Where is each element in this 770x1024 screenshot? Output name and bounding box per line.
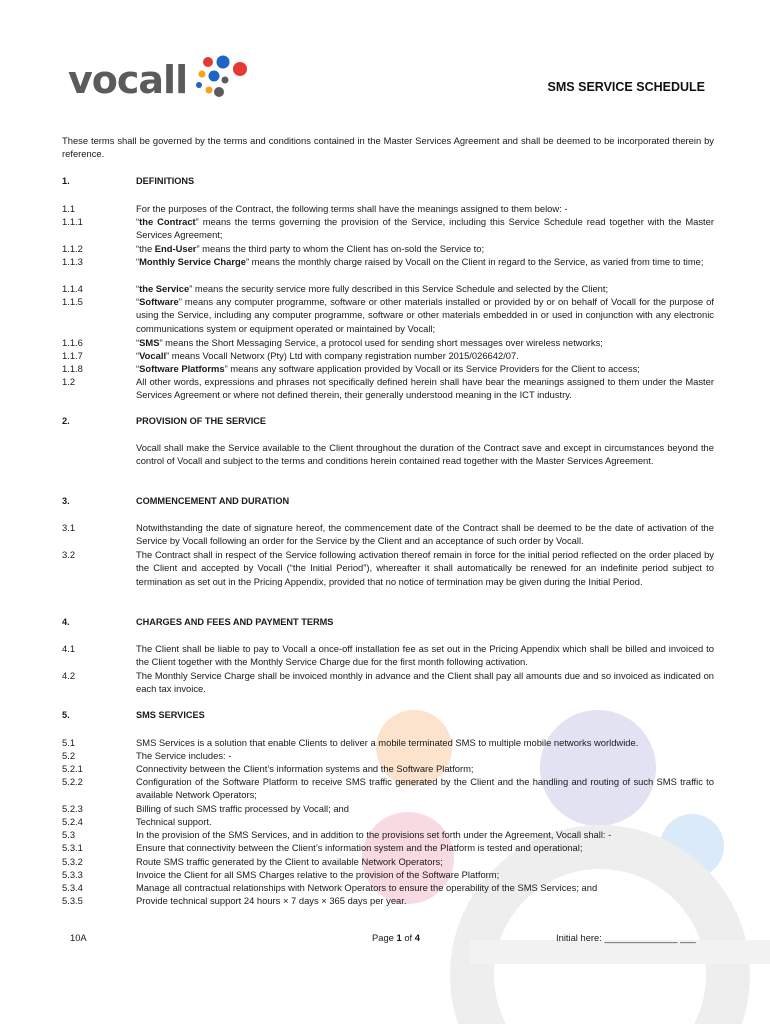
clause-number: 1.1.6 [62, 337, 83, 348]
clause-text: For the purposes of the Contract, the following terms shall have the meanings assigned to them below: - [136, 203, 568, 214]
clause-text: “the Contract” means the terms governing the provision of the Service, including this Service Schedule read together with the Master Services Agreement; [136, 216, 715, 241]
clause-text: “Software” means any computer programme, software or other materials installed or provided by or on behalf of Vocall for the purpose of using the Service, including any computer programme, software or other materials embedded in or used in conjunction with any electronic communications system or equipment operated or maintained by Vocall; [136, 296, 714, 334]
logo-wordmark: vocall [68, 58, 188, 102]
clause-text: Provide technical support 24 hours × 7 days × 365 days per year. [136, 895, 407, 906]
clause-text: The Monthly Service Charge shall be invoiced monthly in advance and the Client shall pay all amounts due and so invoiced as indicated on each tax invoice. [136, 670, 714, 695]
defined-term: SMS [139, 337, 160, 348]
clause-number: 5.3 [62, 829, 76, 840]
clause-text: “the End-User” means the third party to whom the Client has on-sold the Service to; [136, 243, 485, 254]
section-number: 3. [62, 496, 70, 506]
clause-text: “Monthly Service Charge” means the monthly charge raised by Vocall on the Client in regard to the Service, as varied from time to time; [136, 256, 704, 267]
section-title: SMS SERVICES [136, 710, 205, 720]
clause-text: Ensure that connectivity between the Client’s information system and the Platform is tested and operational; [136, 842, 583, 853]
clause-text: Configuration of the Software Platform to receive SMS traffic generated by the Client and the handling and routing of such SMS traffic to available Network Operators; [136, 776, 714, 801]
section-number: 5. [62, 710, 70, 720]
clause-number: 1.1.1 [62, 216, 83, 227]
clause-number: 5.3.1 [62, 842, 83, 853]
clause-number: 5.3.2 [62, 856, 83, 867]
clause-text: The Contract shall in respect of the Service following activation thereof remain in force for the initial period reflected on the order placed by the Client and accepted by Vocall (“the Initial Period”), whereafter it shall automatically be renewed for an indefinite period subject to termination as set out in the Pricing Appendix, provided that no notice of termination may be given during the Initial Period. [136, 549, 714, 587]
clause-text: Billing of such SMS traffic processed by Vocall; and [136, 803, 349, 814]
page-number: Page 1 of 4 [372, 932, 420, 943]
defined-term: End-User [154, 243, 197, 254]
section-title: COMMENCEMENT AND DURATION [136, 496, 290, 506]
clause-number: 1.1.4 [62, 283, 83, 294]
clause-text: All other words, expressions and phrases not specifically defined herein shall have bear the meanings assigned to them under the Master Services Agreement or where not defined therein, their generally understood meaning in the ICT industry. [136, 376, 714, 401]
clause-text: Connectivity between the Client’s information systems and the Software Platform; [136, 763, 474, 774]
intro-paragraph: These terms shall be governed by the terms and conditions contained in the Master Services Agreement and shall be deemed to be incorporated therein by reference. [62, 135, 714, 160]
clause-number: 1.1.2 [62, 243, 83, 254]
clause-text: Technical support. [136, 816, 212, 827]
clause-number: 5.1 [62, 737, 76, 748]
document-title: SMS SERVICE SCHEDULE [547, 80, 705, 94]
clause-number: 5.2.3 [62, 803, 83, 814]
defined-term: the Contract [139, 216, 196, 227]
clause-text: “SMS” means the Short Messaging Service, a protocol used for sending short messages over wireless networks; [136, 337, 603, 348]
clause-text: Manage all contractual relationships with Network Operators to ensure the operability of the SMS Services; and [136, 882, 598, 893]
defined-term: Software Platforms [139, 363, 225, 374]
document-code: 10A [70, 932, 87, 943]
clause-number: 3.1 [62, 522, 76, 533]
clause-text: The Client shall be liable to pay to Vocall a once-off installation fee as set out in the Pricing Appendix which shall be billed and invoiced to the Client together with the Monthly Service Charge due for the first month following activation. [136, 643, 714, 668]
clause-text: In the provision of the SMS Services, and in addition to the provisions set forth under the Agreement, Vocall shall: - [136, 829, 612, 840]
clause-number: 5.3.3 [62, 869, 83, 880]
clause-text: “Software Platforms” means any software application provided by Vocall or its Service Providers for the Client to access; [136, 363, 640, 374]
clause-number: 1.1 [62, 203, 76, 214]
clause-number: 1.1.3 [62, 256, 83, 267]
clause-number: 5.3.4 [62, 882, 83, 893]
initial-here-line: Initial here: ______________ ___ [556, 932, 696, 943]
logo-dots-icon [194, 54, 256, 100]
section-title: DEFINITIONS [136, 176, 195, 186]
clause-text: Invoice the Client for all SMS Charges relative to the provision of the Software Platform; [136, 869, 500, 880]
clause-number: 5.2.2 [62, 776, 83, 787]
section-number: 2. [62, 416, 70, 426]
clause-number: 5.2.1 [62, 763, 83, 774]
clause-number: 4.2 [62, 670, 76, 681]
clause-text: Notwithstanding the date of signature hereof, the commencement date of the Contract shall be deemed to be the date of activation of the Service by Vocall following an order for the Service by the Client and an acceptance of such order by Vocall. [136, 522, 714, 547]
clause-text: SMS Services is a solution that enable Clients to deliver a mobile terminated SMS to multiple mobile networks worldwide. [136, 737, 639, 748]
defined-term: Vocall [139, 350, 167, 361]
clause-text: The Service includes: - [136, 750, 232, 761]
section-title: PROVISION OF THE SERVICE [136, 416, 267, 426]
clause-number: 1.2 [62, 376, 76, 387]
defined-term: Monthly Service Charge [139, 256, 246, 267]
clause-number: 1.1.5 [62, 296, 83, 307]
vocall-logo [68, 54, 254, 104]
clause-number: 1.1.8 [62, 363, 83, 374]
clause-number: 4.1 [62, 643, 76, 654]
clause-number: 5.2.4 [62, 816, 83, 827]
clause-number: 5.3.5 [62, 895, 83, 906]
clause-number: 1.1.7 [62, 350, 83, 361]
section-number: 1. [62, 176, 70, 186]
clause-number: 5.2 [62, 750, 76, 761]
clause-text: Vocall shall make the Service available to the Client throughout the duration of the Contract save and except in circumstances beyond the control of Vocall and subject to the terms and conditions herein contained read together with the Master Services Agreement. [136, 442, 714, 467]
clause-text: “the Service” means the security service more fully described in this Service Schedule and selected by the Client; [136, 283, 609, 294]
clause-text: “Vocall” means Vocall Networx (Pty) Ltd with company registration number 2015/026642/07. [136, 350, 519, 361]
defined-term: Software [139, 296, 179, 307]
section-number: 4. [62, 617, 70, 627]
defined-term: the Service [139, 283, 190, 294]
clause-number: 3.2 [62, 549, 76, 560]
clause-text: Route SMS traffic generated by the Client to available Network Operators; [136, 856, 443, 867]
section-title: CHARGES AND FEES AND PAYMENT TERMS [136, 617, 334, 627]
